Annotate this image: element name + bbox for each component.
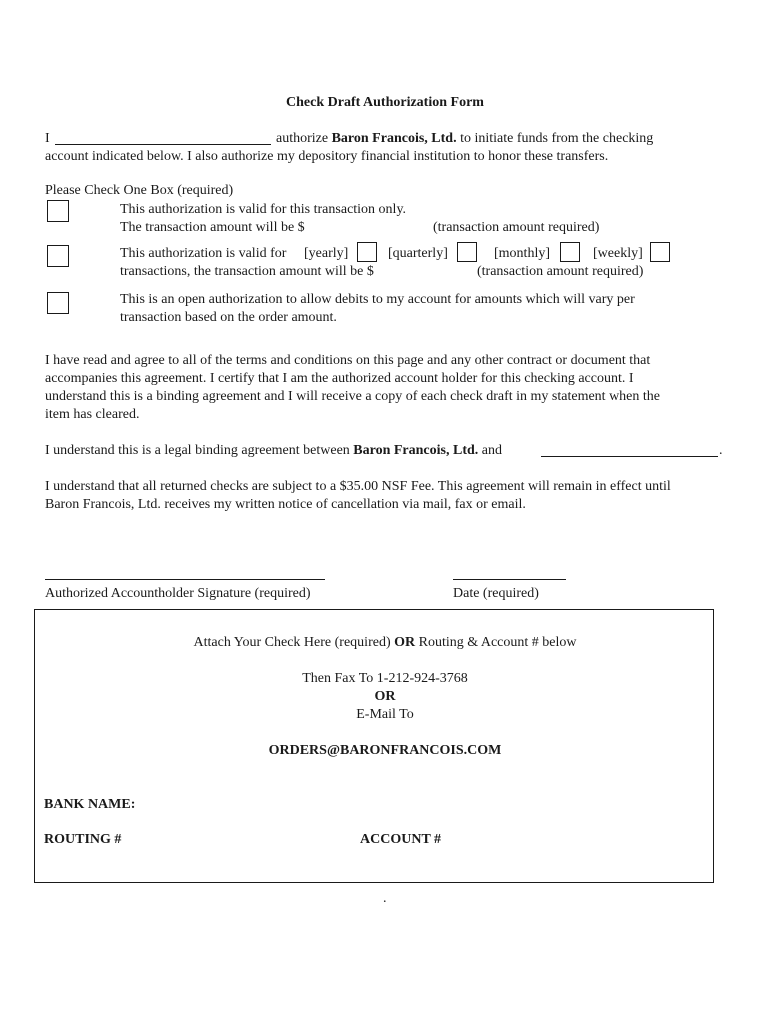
option2-quarterly-label: [quarterly] [388, 246, 448, 261]
attach-suffix: Routing & Account # below [418, 635, 577, 650]
quarterly-checkbox[interactable] [457, 242, 477, 262]
yearly-checkbox[interactable] [357, 242, 377, 262]
agree-line-3: understand this is a binding agreement and I will receive a copy of each check draft in my statement when the [45, 389, 661, 404]
routing-label: ROUTING # [44, 832, 122, 847]
agree-line-2: accompanies this agreement. I certify that I am the authorized account holder for this checking account. I [45, 371, 634, 386]
date-field[interactable] [453, 565, 566, 580]
date-label: Date (required) [453, 586, 539, 601]
agree-line-1: I have read and agree to all of the terms and conditions on this page and any other contract or document that [45, 353, 651, 368]
bank-name-label: BANK NAME: [44, 797, 136, 812]
intro-i: I [45, 131, 50, 146]
option2-monthly-label: [monthly] [494, 246, 550, 261]
intro-rest: to initiate funds from the checking [460, 131, 654, 146]
option-single-transaction-checkbox[interactable] [47, 200, 69, 222]
option1-note: (transaction amount required) [433, 220, 600, 235]
option2-line2: transactions, the transaction amount will be $ [120, 264, 374, 279]
option2-weekly-label: [weekly] [593, 246, 643, 261]
email-address[interactable]: ORDERS@BARONFRANCOIS.COM [268, 743, 502, 758]
footer-dot: . [383, 891, 387, 906]
binding-and: and [481, 443, 502, 458]
option-recurring-checkbox[interactable] [47, 245, 69, 267]
weekly-checkbox[interactable] [650, 242, 670, 262]
option1-line2: The transaction amount will be $ [120, 220, 305, 235]
merchant-name-field[interactable] [541, 442, 718, 457]
option3-line2: transaction based on the order amount. [120, 310, 337, 325]
intro-line2: account indicated below. I also authorize my depository financial institution to honor these transfers. [45, 149, 609, 164]
binding-company: Baron Francois, Ltd. [353, 443, 479, 458]
option3-line1: This is an open authorization to allow debits to my account for amounts which will vary per [120, 292, 635, 307]
attach-or: OR [394, 635, 416, 650]
option-open-authorization-checkbox[interactable] [47, 292, 69, 314]
intro-authorize: authorize [276, 131, 329, 146]
option1-line1: This authorization is valid for this transaction only. [120, 202, 407, 217]
fax-instruction: Then Fax To 1-212-924-3768 [302, 671, 468, 686]
email-to-label: E-Mail To [356, 707, 414, 722]
nsf-line-1: I understand that all returned checks are subject to a $35.00 NSF Fee. This agreement will remain in effect until [45, 479, 671, 494]
monthly-checkbox[interactable] [560, 242, 580, 262]
authorizer-name-field[interactable] [55, 130, 271, 145]
attach-prefix: Attach Your Check Here (required) [193, 635, 391, 650]
nsf-line-2: Baron Francois, Ltd. receives my written notice of cancellation via mail, fax or email. [45, 497, 526, 512]
intro-text [276, 130, 653, 148]
attach-instruction [0, 634, 770, 652]
intro-company: Baron Francois, Ltd. [331, 131, 457, 146]
option2-prefix: This authorization is valid for [120, 246, 287, 261]
binding-prefix: I understand this is a legal binding agreement between [45, 443, 350, 458]
account-label: ACCOUNT # [360, 832, 442, 847]
or-separator: OR [374, 689, 396, 704]
form-title: Check Draft Authorization Form [286, 95, 484, 110]
binding-text [45, 442, 502, 460]
binding-end: . [719, 443, 723, 458]
option2-note: (transaction amount required) [477, 264, 644, 279]
option2-yearly-label: [yearly] [304, 246, 349, 261]
check-prompt: Please Check One Box (required) [45, 183, 234, 198]
agree-line-4: item has cleared. [45, 407, 140, 422]
signature-label: Authorized Accountholder Signature (required) [45, 586, 311, 601]
signature-field[interactable] [45, 565, 325, 580]
